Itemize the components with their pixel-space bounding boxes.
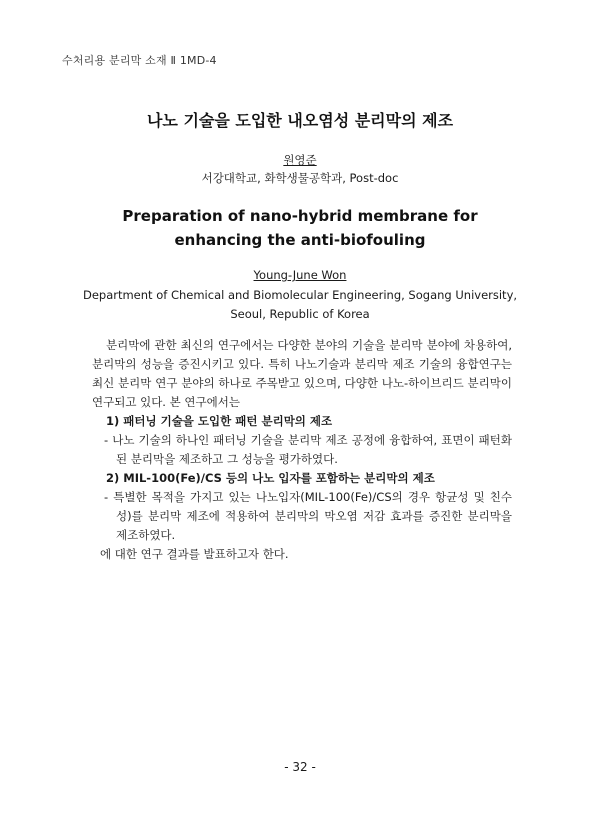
closing-sentence: 에 대한 연구 결과를 발표하고자 한다. — [100, 547, 289, 561]
page-number: - 32 - — [284, 760, 316, 774]
korean-affiliation: 서강대학교, 화학생물공학과, Post-doc — [201, 171, 399, 185]
english-title-line-2: enhancing the anti-biofouling — [174, 231, 426, 249]
english-title-line-1: Preparation of nano-hybrid membrane for — [122, 207, 478, 225]
korean-author: 원영준 — [283, 153, 317, 167]
item-2-text: - 특별한 목적을 가지고 있는 나노입자(MIL-100(Fe)/CS의 경우 항균성 및 친수성)를 분리막 제조에 적용하여 분리막의 막오염 저감 효과를 증진한 분리막을 제조하였다. — [104, 490, 512, 542]
item-2-heading: 2) MIL-100(Fe)/CS 등의 나노 입자를 포함하는 분리막의 제조 — [106, 471, 435, 485]
english-author: Young-June Won — [253, 268, 347, 282]
item-1-text: - 나노 기술의 하나인 패터닝 기술을 분리막 제조 공정에 융합하여, 표면이 패턴화된 분리막을 제조하고 그 성능을 평가하였다. — [104, 433, 512, 466]
running-header: 수처리용 분리막 소재 Ⅱ 1MD-4 — [62, 54, 217, 67]
english-affiliation — [0, 286, 600, 324]
abstract-body — [92, 336, 512, 564]
english-title — [0, 204, 600, 252]
intro-paragraph: 분리막에 관한 최신의 연구에서는 다양한 분야의 기술을 분리막 분야에 차용하여, 분리막의 성능을 증진시키고 있다. 특히 나노기술과 분리막 제조 기술의 융합연구는 최신 분리막 연구 분야의 하나로 주목받고 있으며, 다양한 나노-하이브리드 분리막이 연구되고 있다. 본 연구에서는 — [92, 338, 512, 409]
english-affiliation-line-2: Seoul, Republic of Korea — [230, 307, 370, 321]
korean-title: 나노 기술을 도입한 내오염성 분리막의 제조 — [146, 111, 454, 130]
item-1-heading: 1) 패터닝 기술을 도입한 패턴 분리막의 제조 — [106, 414, 333, 428]
english-affiliation-line-1: Department of Chemical and Biomolecular Engineering, Sogang University, — [82, 288, 518, 302]
